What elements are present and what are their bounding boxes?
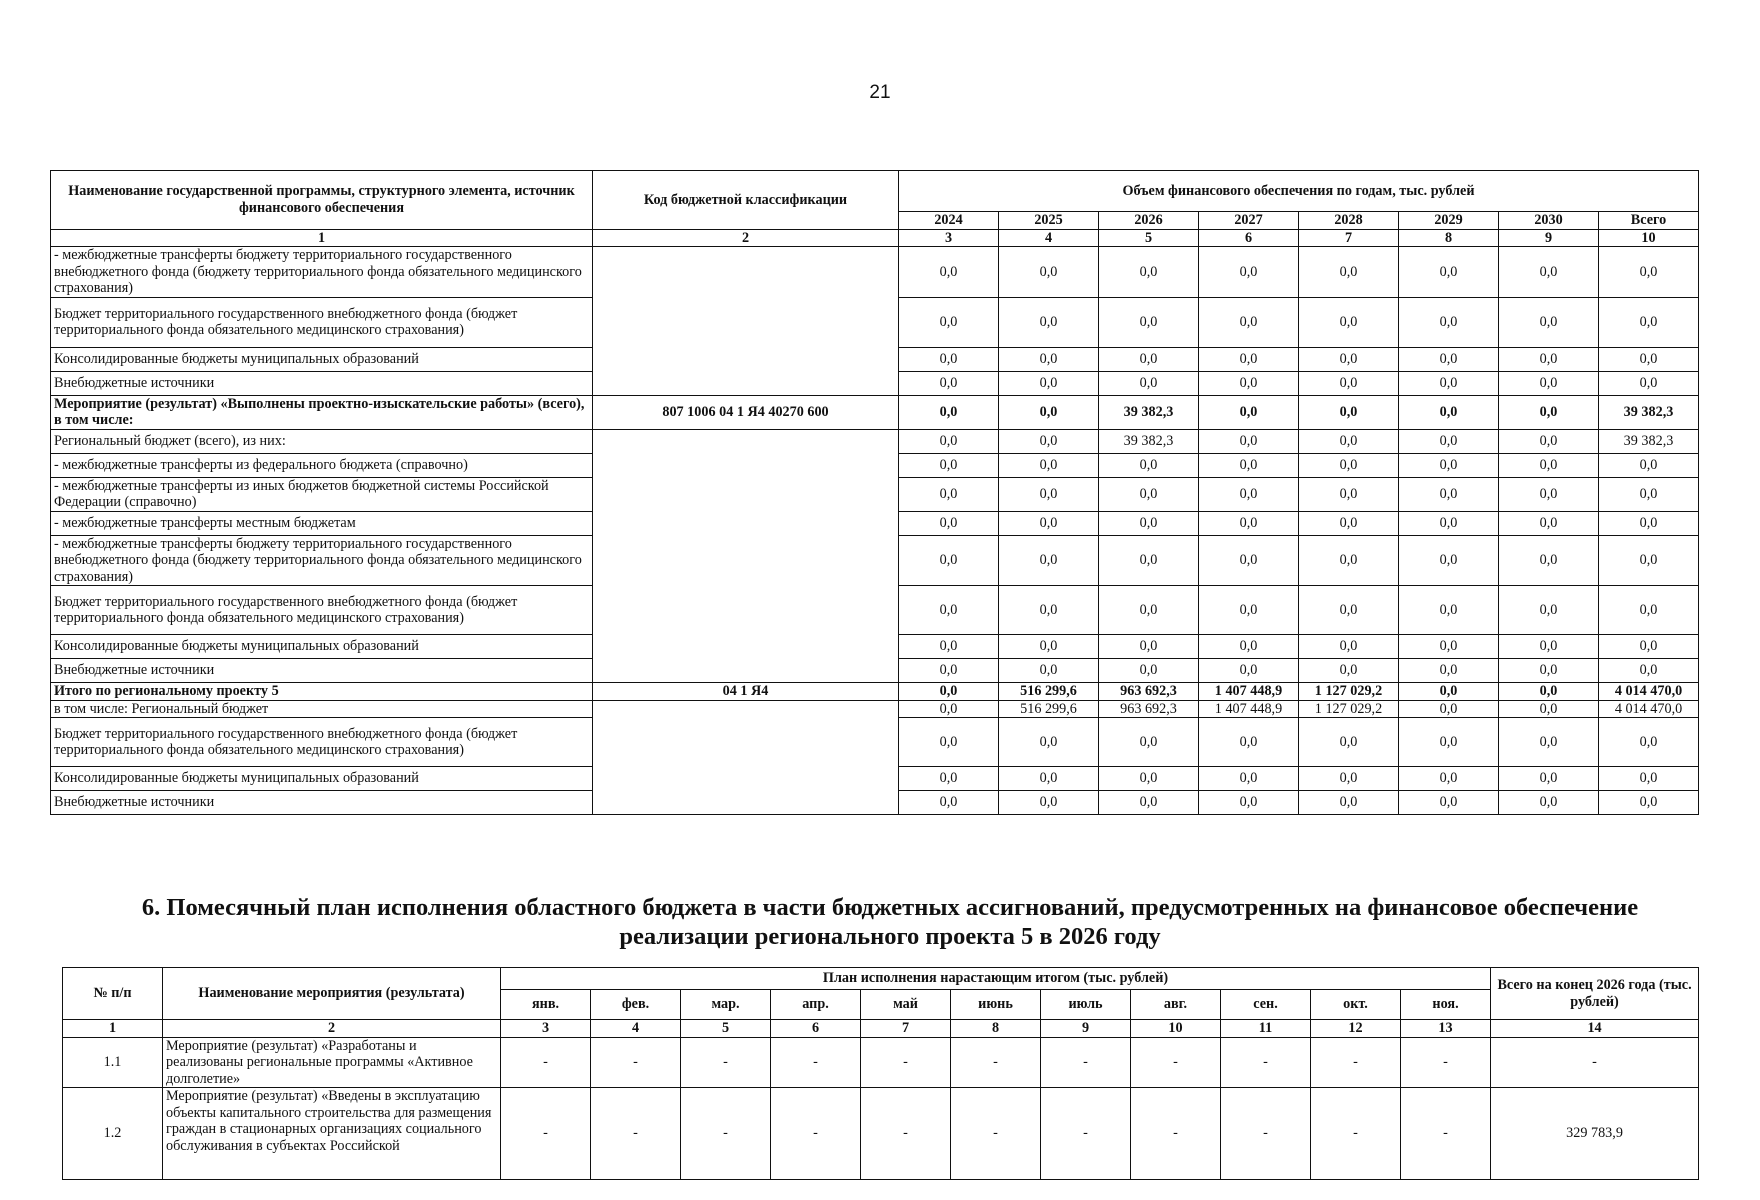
year-value: 4 014 470,0 xyxy=(1599,700,1699,718)
source-name: Внебюджетные источники xyxy=(51,371,593,395)
year-value: 0,0 xyxy=(1299,535,1399,586)
month-header: сен. xyxy=(1221,990,1311,1020)
header-name: Наименование государственной программы, структурного элемента, источник финансового обеспечения xyxy=(51,171,593,230)
year-value: 0,0 xyxy=(899,635,999,659)
year-value: 0,0 xyxy=(999,429,1099,453)
year-value: 4 014 470,0 xyxy=(1599,683,1699,701)
year-value: 0,0 xyxy=(1499,535,1599,586)
year-value: 0,0 xyxy=(1099,767,1199,791)
source-name: Бюджет территориального государственного внебюджетного фонда (бюджет территориального фонда обязательного медицинского страхования) xyxy=(51,718,593,767)
total-value: 329 783,9 xyxy=(1491,1088,1699,1180)
year-value: 0,0 xyxy=(1199,297,1299,347)
year-value: 0,0 xyxy=(1499,247,1599,298)
section-6-title: 6. Помесячный план исполнения областного бюджета в части бюджетных ассигнований, предусмотренных на финансовое обеспечение реализации регионального проекта 5 в 2026 году xyxy=(141,894,1639,950)
year-value: 0,0 xyxy=(1199,429,1299,453)
column-number: 1 xyxy=(63,1020,163,1038)
month-value: - xyxy=(951,1037,1041,1088)
year-value: 0,0 xyxy=(1399,718,1499,767)
year-value: 0,0 xyxy=(1499,511,1599,535)
month-header: июль xyxy=(1041,990,1131,1020)
t2-header-total: Всего на конец 2026 года (тыс. рублей) xyxy=(1491,968,1699,1020)
year-value: 0,0 xyxy=(1599,535,1699,586)
year-value: 0,0 xyxy=(1199,659,1299,683)
column-number: 13 xyxy=(1401,1020,1491,1038)
budget-code xyxy=(593,429,899,683)
year-value: 0,0 xyxy=(1299,247,1399,298)
financing-table xyxy=(50,170,1699,815)
year-value: 0,0 xyxy=(1199,371,1299,395)
year-value: 0,0 xyxy=(899,700,999,718)
year-value: 0,0 xyxy=(999,791,1099,815)
column-number: 2 xyxy=(593,229,899,247)
column-number: 10 xyxy=(1599,229,1699,247)
year-value: 0,0 xyxy=(1299,635,1399,659)
column-number: 5 xyxy=(681,1020,771,1038)
row-number: 1.2 xyxy=(63,1088,163,1180)
year-value: 1 127 029,2 xyxy=(1299,683,1399,701)
month-header: мар. xyxy=(681,990,771,1020)
year-value: 0,0 xyxy=(999,477,1099,511)
month-header: ноя. xyxy=(1401,990,1491,1020)
year-value: 0,0 xyxy=(1099,371,1199,395)
year-value: 1 127 029,2 xyxy=(1299,700,1399,718)
budget-code: 807 1006 04 1 Я4 40270 600 xyxy=(593,395,899,429)
year-value: 0,0 xyxy=(1499,395,1599,429)
month-value: - xyxy=(1131,1037,1221,1088)
month-value: - xyxy=(591,1037,681,1088)
year-value: 0,0 xyxy=(1099,453,1199,477)
year-value: 0,0 xyxy=(1599,297,1699,347)
year-value: 0,0 xyxy=(1199,395,1299,429)
year-value: 0,0 xyxy=(1199,635,1299,659)
year-header: 2030 xyxy=(1499,212,1599,230)
source-name: Бюджет территориального государственного внебюджетного фонда (бюджет территориального фонда обязательного медицинского страхования) xyxy=(51,586,593,635)
column-number: 3 xyxy=(899,229,999,247)
source-name: - межбюджетные трансферты из федерального бюджета (справочно) xyxy=(51,453,593,477)
year-value: 0,0 xyxy=(899,347,999,371)
year-value: 0,0 xyxy=(1599,635,1699,659)
month-value: - xyxy=(1041,1037,1131,1088)
year-value: 0,0 xyxy=(1399,535,1499,586)
month-header: окт. xyxy=(1311,990,1401,1020)
year-value: 0,0 xyxy=(1099,247,1199,298)
year-value: 0,0 xyxy=(1099,477,1199,511)
month-value: - xyxy=(591,1088,681,1180)
table-row xyxy=(51,700,1699,718)
source-name: Региональный бюджет (всего), из них: xyxy=(51,429,593,453)
month-header: фев. xyxy=(591,990,681,1020)
column-number: 9 xyxy=(1041,1020,1131,1038)
year-value: 0,0 xyxy=(1499,718,1599,767)
year-value: 0,0 xyxy=(1099,297,1199,347)
year-value: 0,0 xyxy=(1599,659,1699,683)
year-value: 0,0 xyxy=(999,297,1099,347)
column-number: 4 xyxy=(591,1020,681,1038)
table-row xyxy=(51,395,1699,429)
month-value: - xyxy=(1311,1088,1401,1180)
year-value: 0,0 xyxy=(1199,718,1299,767)
year-value: 0,0 xyxy=(899,371,999,395)
monthly-plan-table xyxy=(62,967,1699,1180)
column-number: 2 xyxy=(163,1020,501,1038)
year-value: 963 692,3 xyxy=(1099,700,1199,718)
year-value: 0,0 xyxy=(1499,700,1599,718)
activity-name: Мероприятие (результат) «Разработаны и реализованы региональные программы «Активное долголетие» xyxy=(163,1037,501,1088)
year-value: 0,0 xyxy=(1299,791,1399,815)
month-value: - xyxy=(1221,1037,1311,1088)
source-name: в том числе: Региональный бюджет xyxy=(51,700,593,718)
year-value: 0,0 xyxy=(899,535,999,586)
header-volume: Объем финансового обеспечения по годам, тыс. рублей xyxy=(899,171,1699,212)
budget-code xyxy=(593,700,899,815)
year-value: 0,0 xyxy=(899,453,999,477)
column-number: 14 xyxy=(1491,1020,1699,1038)
year-value: 0,0 xyxy=(1099,535,1199,586)
month-value: - xyxy=(861,1088,951,1180)
total-value: - xyxy=(1491,1037,1699,1088)
year-value: 0,0 xyxy=(899,477,999,511)
year-header: 2027 xyxy=(1199,212,1299,230)
year-value: 0,0 xyxy=(1599,347,1699,371)
activity-name: Мероприятие (результат) «Введены в эксплуатацию объекты капитального строительства для размещения граждан в стационарных организациях социального обслуживания в субъектах Российской xyxy=(163,1088,501,1180)
year-value: 0,0 xyxy=(1399,511,1499,535)
year-value: 0,0 xyxy=(1399,371,1499,395)
year-value: 0,0 xyxy=(899,395,999,429)
year-value: 0,0 xyxy=(899,791,999,815)
year-header: 2026 xyxy=(1099,212,1199,230)
month-value: - xyxy=(861,1037,951,1088)
year-value: 0,0 xyxy=(1299,718,1399,767)
year-value: 0,0 xyxy=(1399,453,1499,477)
year-value: 0,0 xyxy=(1499,347,1599,371)
source-name: Консолидированные бюджеты муниципальных образований xyxy=(51,347,593,371)
year-value: 0,0 xyxy=(1599,477,1699,511)
t2-header-num: № п/п xyxy=(63,968,163,1020)
year-value: 0,0 xyxy=(899,247,999,298)
column-number: 3 xyxy=(501,1020,591,1038)
year-value: 0,0 xyxy=(1399,247,1499,298)
table-row xyxy=(51,683,1699,701)
year-value: 0,0 xyxy=(899,718,999,767)
column-number: 8 xyxy=(951,1020,1041,1038)
year-value: 0,0 xyxy=(999,718,1099,767)
year-value: 0,0 xyxy=(1299,429,1399,453)
source-name: - межбюджетные трансферты бюджету территориального государственного внебюджетного фонда (бюджету территориального фонда обязательного медицинского страхования) xyxy=(51,535,593,586)
year-value: 0,0 xyxy=(1199,453,1299,477)
year-header: 2024 xyxy=(899,212,999,230)
year-value: 0,0 xyxy=(1299,586,1399,635)
year-value: 0,0 xyxy=(899,297,999,347)
year-value: 0,0 xyxy=(999,635,1099,659)
year-value: 1 407 448,9 xyxy=(1199,700,1299,718)
table-row xyxy=(51,429,1699,453)
year-value: 0,0 xyxy=(1399,429,1499,453)
month-value: - xyxy=(1311,1037,1401,1088)
year-value: 0,0 xyxy=(1099,586,1199,635)
year-value: 0,0 xyxy=(1299,477,1399,511)
year-value: 0,0 xyxy=(1399,635,1499,659)
month-header: янв. xyxy=(501,990,591,1020)
year-value: 0,0 xyxy=(1499,635,1599,659)
t2-header-name: Наименование мероприятия (результата) xyxy=(163,968,501,1020)
month-value: - xyxy=(1401,1037,1491,1088)
year-value: 0,0 xyxy=(1499,371,1599,395)
table-row xyxy=(63,1037,1699,1088)
column-number: 9 xyxy=(1499,229,1599,247)
source-name: Консолидированные бюджеты муниципальных образований xyxy=(51,635,593,659)
year-value: 0,0 xyxy=(1499,453,1599,477)
year-value: 0,0 xyxy=(999,347,1099,371)
source-name: - межбюджетные трансферты бюджету территориального государственного внебюджетного фонда (бюджету территориального фонда обязательного медицинского страхования) xyxy=(51,247,593,298)
column-number: 1 xyxy=(51,229,593,247)
header-code: Код бюджетной классификации xyxy=(593,171,899,230)
table-row xyxy=(51,247,1699,298)
row-number: 1.1 xyxy=(63,1037,163,1088)
budget-code: 04 1 Я4 xyxy=(593,683,899,701)
year-value: 0,0 xyxy=(1599,453,1699,477)
year-value: 0,0 xyxy=(1599,247,1699,298)
year-value: 0,0 xyxy=(899,767,999,791)
source-name: Консолидированные бюджеты муниципальных образований xyxy=(51,767,593,791)
year-value: 0,0 xyxy=(1099,791,1199,815)
month-value: - xyxy=(681,1037,771,1088)
year-value: 0,0 xyxy=(1299,659,1399,683)
year-value: 0,0 xyxy=(1599,718,1699,767)
year-value: 0,0 xyxy=(999,453,1099,477)
month-header: июнь xyxy=(951,990,1041,1020)
year-value: 0,0 xyxy=(1399,347,1499,371)
year-value: 0,0 xyxy=(1299,767,1399,791)
year-value: 0,0 xyxy=(999,535,1099,586)
year-value: 0,0 xyxy=(1199,511,1299,535)
month-value: - xyxy=(501,1037,591,1088)
month-value: - xyxy=(1221,1088,1311,1180)
column-number: 12 xyxy=(1311,1020,1401,1038)
year-value: 516 299,6 xyxy=(999,683,1099,701)
column-number: 7 xyxy=(1299,229,1399,247)
year-value: 0,0 xyxy=(1099,347,1199,371)
year-value: 0,0 xyxy=(1599,767,1699,791)
month-value: - xyxy=(771,1088,861,1180)
year-value: 0,0 xyxy=(1199,477,1299,511)
year-value: 963 692,3 xyxy=(1099,683,1199,701)
year-value: 0,0 xyxy=(1599,511,1699,535)
table-row xyxy=(63,1088,1699,1180)
year-value: 0,0 xyxy=(1299,511,1399,535)
year-value: 0,0 xyxy=(899,659,999,683)
source-name: Внебюджетные источники xyxy=(51,659,593,683)
year-value: 0,0 xyxy=(1199,791,1299,815)
year-value: 516 299,6 xyxy=(999,700,1099,718)
year-value: 0,0 xyxy=(999,586,1099,635)
month-value: - xyxy=(681,1088,771,1180)
year-value: 0,0 xyxy=(1499,429,1599,453)
year-value: 39 382,3 xyxy=(1599,429,1699,453)
year-value: 0,0 xyxy=(1599,371,1699,395)
year-value: 0,0 xyxy=(1499,586,1599,635)
year-header: 2025 xyxy=(999,212,1099,230)
year-value: 0,0 xyxy=(999,371,1099,395)
year-value: 0,0 xyxy=(1499,659,1599,683)
month-value: - xyxy=(1041,1088,1131,1180)
year-value: 0,0 xyxy=(999,659,1099,683)
column-number: 7 xyxy=(861,1020,951,1038)
year-value: 39 382,3 xyxy=(1599,395,1699,429)
month-value: - xyxy=(771,1037,861,1088)
year-value: 0,0 xyxy=(1399,659,1499,683)
column-number: 8 xyxy=(1399,229,1499,247)
year-value: 0,0 xyxy=(1199,767,1299,791)
year-value: 0,0 xyxy=(899,683,999,701)
column-number: 5 xyxy=(1099,229,1199,247)
year-header: 2029 xyxy=(1399,212,1499,230)
year-value: 0,0 xyxy=(1499,767,1599,791)
month-value: - xyxy=(951,1088,1041,1180)
year-value: 0,0 xyxy=(1399,395,1499,429)
year-header: 2028 xyxy=(1299,212,1399,230)
year-value: 0,0 xyxy=(1399,791,1499,815)
year-value: 0,0 xyxy=(999,247,1099,298)
year-value: 0,0 xyxy=(1299,453,1399,477)
page-number: 21 xyxy=(869,82,891,103)
year-value: 0,0 xyxy=(1299,395,1399,429)
year-value: 1 407 448,9 xyxy=(1199,683,1299,701)
year-value: 0,0 xyxy=(999,767,1099,791)
column-number: 10 xyxy=(1131,1020,1221,1038)
year-value: 0,0 xyxy=(1399,477,1499,511)
year-value: 0,0 xyxy=(1099,511,1199,535)
column-number: 6 xyxy=(771,1020,861,1038)
year-value: 0,0 xyxy=(1499,683,1599,701)
year-value: 0,0 xyxy=(1599,586,1699,635)
year-value: 0,0 xyxy=(1399,586,1499,635)
month-header: апр. xyxy=(771,990,861,1020)
year-value: 0,0 xyxy=(1399,767,1499,791)
year-value: 0,0 xyxy=(999,511,1099,535)
year-value: 0,0 xyxy=(999,395,1099,429)
year-value: 0,0 xyxy=(1099,635,1199,659)
year-value: 39 382,3 xyxy=(1099,395,1199,429)
month-value: - xyxy=(1401,1088,1491,1180)
year-value: 0,0 xyxy=(1199,247,1299,298)
year-value: 0,0 xyxy=(1399,683,1499,701)
source-name: - межбюджетные трансферты из иных бюджетов бюджетной системы Российской Федерации (справочно) xyxy=(51,477,593,511)
source-name: Мероприятие (результат) «Выполнены проектно-изыскательские работы» (всего), в том числе: xyxy=(51,395,593,429)
year-value: 0,0 xyxy=(1299,371,1399,395)
year-value: 0,0 xyxy=(1499,791,1599,815)
year-value: 0,0 xyxy=(1199,347,1299,371)
year-header: Всего xyxy=(1599,212,1699,230)
year-value: 0,0 xyxy=(1099,659,1199,683)
year-value: 0,0 xyxy=(1599,791,1699,815)
year-value: 0,0 xyxy=(899,429,999,453)
year-value: 0,0 xyxy=(899,511,999,535)
year-value: 0,0 xyxy=(1199,586,1299,635)
source-name: Внебюджетные источники xyxy=(51,791,593,815)
month-header: май xyxy=(861,990,951,1020)
year-value: 0,0 xyxy=(1499,477,1599,511)
year-value: 0,0 xyxy=(1499,297,1599,347)
t2-header-plan: План исполнения нарастающим итогом (тыс. рублей) xyxy=(501,968,1491,990)
year-value: 0,0 xyxy=(1299,297,1399,347)
month-value: - xyxy=(1131,1088,1221,1180)
column-number: 11 xyxy=(1221,1020,1311,1038)
source-name: Итого по региональному проекту 5 xyxy=(51,683,593,701)
year-value: 0,0 xyxy=(1399,297,1499,347)
year-value: 0,0 xyxy=(1399,700,1499,718)
year-value: 0,0 xyxy=(1299,347,1399,371)
year-value: 0,0 xyxy=(1199,535,1299,586)
year-value: 0,0 xyxy=(899,586,999,635)
month-value: - xyxy=(501,1088,591,1180)
budget-code xyxy=(593,247,899,396)
column-number: 4 xyxy=(999,229,1099,247)
year-value: 0,0 xyxy=(1099,718,1199,767)
year-value: 39 382,3 xyxy=(1099,429,1199,453)
column-number: 6 xyxy=(1199,229,1299,247)
source-name: - межбюджетные трансферты местным бюджетам xyxy=(51,511,593,535)
month-header: авг. xyxy=(1131,990,1221,1020)
source-name: Бюджет территориального государственного внебюджетного фонда (бюджет территориального фонда обязательного медицинского страхования) xyxy=(51,297,593,347)
